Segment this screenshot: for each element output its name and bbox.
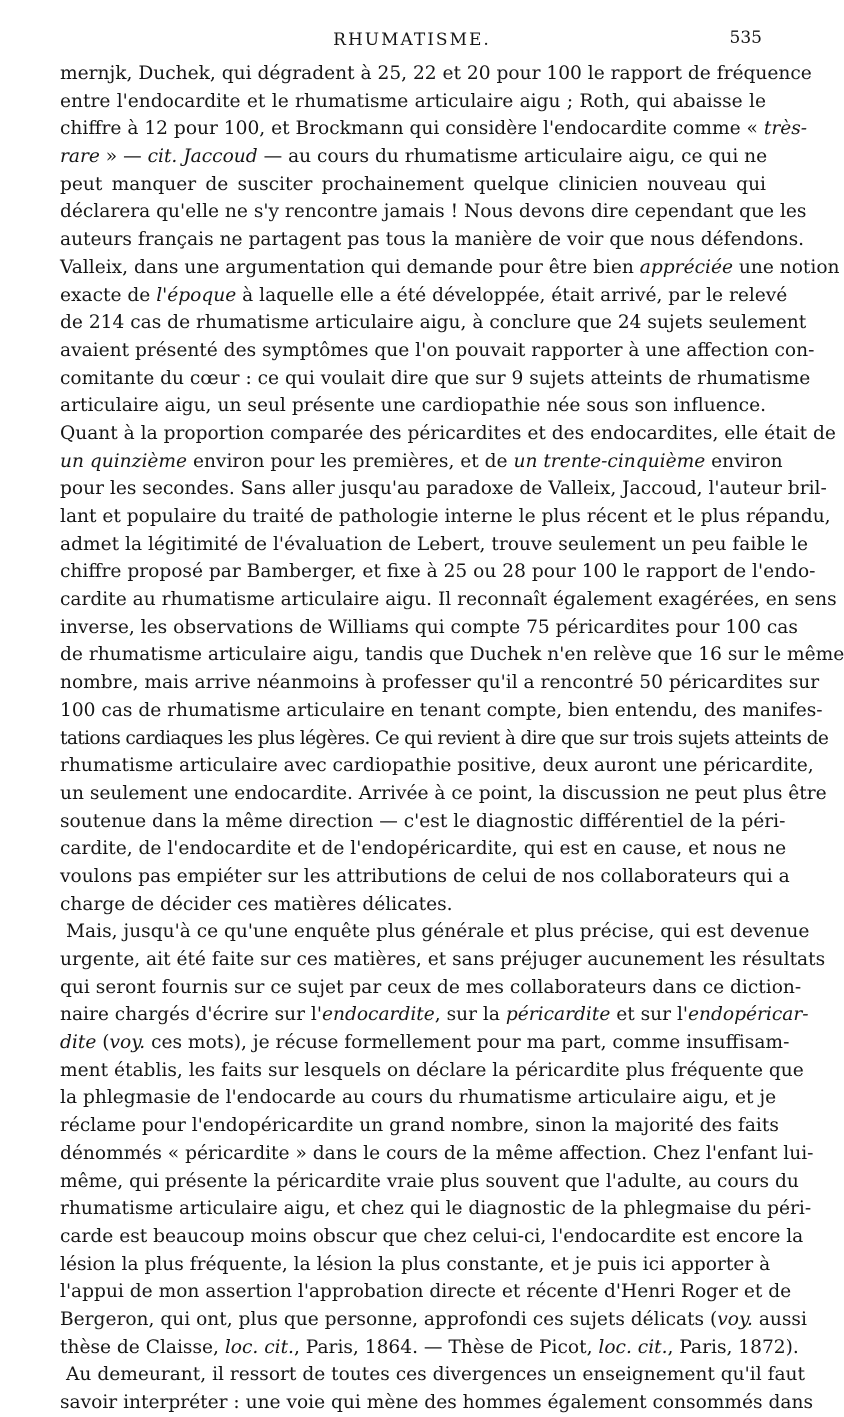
page-number: 535	[729, 28, 762, 48]
text-line: la phlegmasie de l'endocarde au cours du rhumatisme articulaire aigu, et je	[60, 1087, 777, 1109]
text-line: dite (voy. ces mots), je récuse formellement pour ma part, comme insuffisam-	[60, 1032, 790, 1054]
text-line: avaient présenté des symptômes que l'on pouvait rapporter à une affection con-	[60, 339, 815, 361]
text-line: Quant à la proportion comparée des péricardites et des endocardites, elle était de	[60, 422, 836, 444]
text-line: même, qui présente la péricardite vraie plus souvent que l'adulte, au cours du	[60, 1170, 799, 1192]
text-line: rhumatisme articulaire aigu, et chez qui le diagnostic de la phlegmaise du péri-	[60, 1198, 812, 1220]
text-line: auteurs français ne partagent pas tous la manière de voir que nous défendons.	[60, 229, 805, 251]
text-line: rare » — cit. Jaccoud — au cours du rhumatisme articulaire aigu, ce qui ne	[60, 146, 768, 168]
text-line: lésion la plus fréquente, la lésion la plus constante, et je puis ici apporter à	[60, 1253, 771, 1275]
running-title: RHUMATISME.	[333, 30, 491, 50]
text-line: admet la légitimité de l'évaluation de Lebert, trouve seulement un peu faible le	[60, 533, 809, 555]
text-line: exacte de l'époque à laquelle elle a été développée, était arrivé, par le relevé	[60, 284, 788, 306]
text-line: déclarera qu'elle ne s'y rencontre jamais ! Nous devons dire cependant que les	[60, 201, 807, 223]
text-line: soutenue dans la même direction — c'est le diagnostic différentiel de la péri-	[60, 810, 786, 832]
text-line: nombre, mais arrive néanmoins à professer qu'il a rencontré 50 péricardites sur	[60, 672, 820, 694]
text-line: lant et populaire du traité de pathologie interne le plus récent et le plus répandu,	[60, 506, 831, 527]
text-line: l'appui de mon assertion l'approbation directe et récente d'Henri Roger et de	[60, 1281, 792, 1303]
text-line: comitante du cœur : ce qui voulait dire que sur 9 sujets atteints de rhumatisme	[60, 367, 811, 389]
text-line: ment établis, les faits sur lesquels on déclare la péricardite plus fréquente que	[60, 1059, 804, 1081]
text-line: qui seront fournis sur ce sujet par ceux de mes collaborateurs dans ce diction-	[60, 976, 802, 998]
text-line: voulons pas empiéter sur les attributions de celui de nos collaborateurs qui a	[60, 865, 790, 887]
text-line: rhumatisme articulaire avec cardiopathie positive, deux auront une péricardite,	[60, 755, 814, 777]
text-line: mernjk, Duchek, qui dégradent à 25, 22 et 20 pour 100 le rapport de fréquence	[60, 63, 812, 84]
body-text	[60, 60, 844, 1417]
text-line: Bergeron, qui ont, plus que personne, approfondi ces sujets délicats (voy. aussi	[60, 1308, 807, 1330]
text-line: cardite, de l'endocardite et de l'endopéricardite, qui est en cause, et nous ne	[60, 838, 787, 860]
text-line: de rhumatisme articulaire aigu, tandis que Duchek n'en relève que 16 sur le même	[60, 644, 844, 666]
text-line: thèse de Claisse, loc. cit., Paris, 1864. — Thèse de Picot, loc. cit., Paris, 1872).	[60, 1336, 799, 1358]
text-line: naire chargés d'écrire sur l'endocardite, sur la péricardite et sur l'endopéricar-	[60, 1004, 809, 1026]
text-line: Mais, jusqu'à ce qu'une enquête plus générale et plus précise, qui est devenue	[66, 921, 810, 943]
text-line: peut manquer de susciter prochainement quelque clinicien nouveau qui	[60, 173, 766, 195]
text-line: savoir interpréter : une voie qui mène des hommes également consommés dans	[60, 1392, 814, 1413]
text-line: de 214 cas de rhumatisme articulaire aigu, à conclure que 24 sujets seulement	[60, 312, 807, 334]
text-line: articulaire aigu, un seul présente une cardiopathie née sous son influence.	[60, 395, 766, 417]
text-line: 100 cas de rhumatisme articulaire en tenant compte, bien entendu, des manifes-	[60, 699, 823, 721]
running-head	[58, 26, 766, 52]
text-line: carde est beaucoup moins obscur que chez celui-ci, l'endocardite est encore la	[60, 1225, 804, 1247]
text-line: un quinzième environ pour les premières, et de un trente-cinquième environ	[60, 450, 783, 472]
text-line: chiffre proposé par Bamberger, et fixe à 25 ou 28 pour 100 le rapport de l'endo-	[60, 561, 816, 583]
text-line: entre l'endocardite et le rhumatisme articulaire aigu ; Roth, qui abaisse le	[60, 90, 766, 112]
text-line: réclame pour l'endopéricardite un grand nombre, sinon la majorité des faits	[60, 1115, 779, 1137]
text-line: urgente, ait été faite sur ces matières, et sans préjuger aucunement les résultats	[60, 949, 826, 970]
text-line: cardite au rhumatisme articulaire aigu. Il reconnaît également exagérées, en sens	[60, 589, 837, 611]
text-line: charge de décider ces matières délicates.	[60, 893, 453, 915]
text-line: Au demeurant, il ressort de toutes ces divergences un enseignement qu'il faut	[66, 1364, 805, 1386]
text-line: Valleix, dans une argumentation qui demande pour être bien appréciée une notion	[60, 256, 840, 278]
text-line: dénommés « péricardite » dans le cours de la même affection. Chez l'enfant lui-	[60, 1142, 814, 1164]
text-line: pour les secondes. Sans aller jusqu'au paradoxe de Valleix, Jaccoud, l'auteur bril-	[60, 478, 827, 500]
text-line: inverse, les observations de Williams qui compte 75 péricardites pour 100 cas	[60, 616, 798, 638]
text-line: chiffre à 12 pour 100, et Brockmann qui considère l'endocardite comme « très-	[60, 118, 808, 140]
text-line: un seulement une endocardite. Arrivée à ce point, la discussion ne peut plus être	[60, 782, 827, 804]
text-line: tations cardiaques les plus légères. Ce qui revient à dire que sur trois sujets atteints de	[60, 727, 829, 749]
